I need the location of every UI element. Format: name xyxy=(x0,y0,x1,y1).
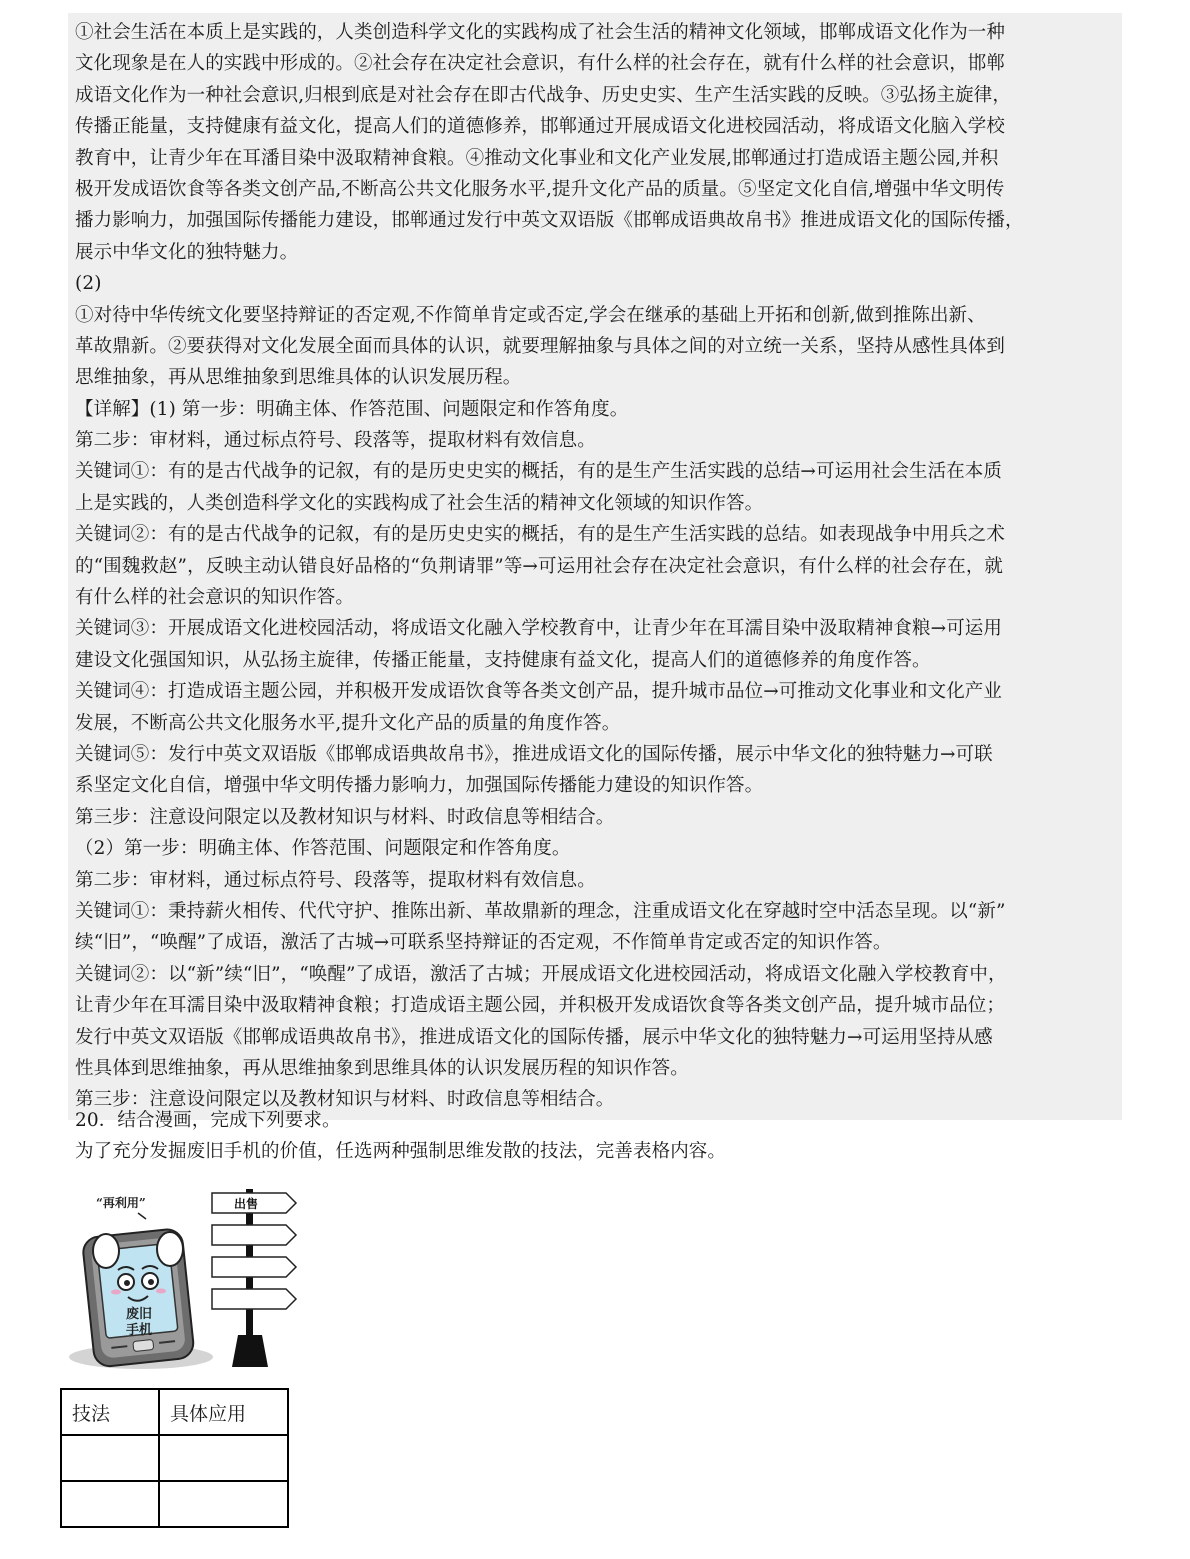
text-line: 第二步：审材料，通过标点符号、段落等，提取材料有效信息。 xyxy=(75,430,596,452)
table-cell-method[interactable] xyxy=(61,1435,159,1481)
methods-table xyxy=(60,1388,289,1528)
table-row xyxy=(61,1481,288,1527)
text-line: 关键词⑤：发行中英文双语版《邯郸成语典故帛书》，推进成语文化的国际传播，展示中华文化的独特魅力→可联 xyxy=(75,743,993,765)
text-line: 让青少年在耳濡目染中汲取精神食粮；打造成语主题公园，并积极开发成语饮食等各类文创产品，提升城市品位； xyxy=(75,995,1006,1017)
table-header-row xyxy=(61,1389,288,1435)
text-line: 第二步：审材料，通过标点符号、段落等，提取材料有效信息。 xyxy=(75,869,596,891)
table-cell-method[interactable] xyxy=(61,1481,159,1527)
header-method: 技法 xyxy=(61,1389,159,1435)
text-line: 发行中英文双语版《邯郸成语典故帛书》，推进成语文化的国际传播，展示中华文化的独特魅力→可运用坚持从感 xyxy=(75,1026,993,1048)
cartoon-illustration xyxy=(66,1185,306,1375)
cartoon-old-phone-signpost xyxy=(66,1185,306,1375)
table-cell-application[interactable] xyxy=(159,1435,288,1481)
text-line: 思维抽象，再从思维抽象到思维具体的认识发展历程。 xyxy=(75,367,522,389)
text-line: 续“旧”，“唤醒”了成语，激活了古城→可联系坚持辩证的否定观，不作简单肯定或否定的知识作答。 xyxy=(75,932,892,954)
answer-explanation-block xyxy=(68,13,1122,1120)
text-line: 关键词③：开展成语文化进校园活动，将成语文化融入学校教育中，让青少年在耳濡目染中汲取精神食粮→可运用 xyxy=(75,618,1003,640)
text-line: 系坚定文化自信，增强中华文明传播力影响力，加强国际传播能力建设的知识作答。 xyxy=(75,775,764,797)
text-line: 关键词②：以“新”续“旧”，“唤醒”了成语，激活了古城；开展成语文化进校园活动，将成语文化融入学校教育中， xyxy=(75,963,1007,985)
text-line: 上是实践的，人类创造科学文化的实践构成了社会生活的精神文化领域的知识作答。 xyxy=(75,492,764,514)
table-row xyxy=(61,1435,288,1481)
header-application: 具体应用 xyxy=(159,1389,288,1435)
text-line: （2）第一步：明确主体、作答范围、问题限定和作答角度。 xyxy=(75,838,571,860)
text-line: ①对待中华传统文化要坚持辩证的否定观,不作简单肯定或否定,学会在继承的基础上开拓和创新,做到推陈出新、 xyxy=(75,304,986,326)
svg-text:废旧: 废旧 xyxy=(126,1307,153,1322)
svg-text:手机: 手机 xyxy=(126,1323,153,1338)
text-line: 革故鼎新。②要获得对文化发展全面而具体的认识，就要理解抽象与具体之间的对立统一关系，坚持从感性具体到 xyxy=(75,335,1006,357)
text-line: 关键词④：打造成语主题公园，并积极开发成语饮食等各类文创产品，提升城市品位→可推动文化事业和文化产业 xyxy=(75,681,1003,703)
text-line: 关键词②：有的是古代战争的记叙，有的是历史史实的概括，有的是生产生活实践的总结。如表现战争中用兵之术 xyxy=(75,524,1006,546)
question-20 xyxy=(75,1105,1135,1168)
text-line: 关键词①：有的是古代战争的记叙，有的是历史史实的概括，有的是生产生活实践的总结→可运用社会生活在本质 xyxy=(75,461,1003,483)
svg-text:“再利用”: “再利用” xyxy=(96,1196,146,1210)
text-line: 播力影响力，加强国际传播能力建设，邯郸通过发行中英文双语版《邯郸成语典故帛书》推进成语文化的国际传播， xyxy=(75,210,1024,232)
text-line: 传播正能量，支持健康有益文化，提高人们的道德修养，邯郸通过开展成语文化进校园活动，将成语文化脑入学校 xyxy=(75,116,1006,138)
sub-question-label: (2) xyxy=(75,273,102,295)
text-line: 建设文化强国知识，从弘扬主旋律，传播正能量，支持健康有益文化，提高人们的道德修养的角度作答。 xyxy=(75,649,931,671)
text-line: ①社会生活在本质上是实践的，人类创造科学文化的实践构成了社会生活的精神文化领域，邯郸成语文化作为一种 xyxy=(75,22,1006,43)
text-line: 教育中，让青少年在耳潘目染中汲取精神食粮。④推动文化事业和文化产业发展,邯郸通过打造成语主题公园,并积 xyxy=(75,147,999,169)
text-line: 性具体到思维抽象，再从思维抽象到思维具体的认识发展历程的知识作答。 xyxy=(75,1057,689,1079)
text-line: 关键词①：秉持薪火相传、代代守护、推陈出新、革故鼎新的理念，注重成语文化在穿越时空中活态呈现。以“新” xyxy=(75,900,1006,922)
text-line: 文化现象是在人的实践中形成的。②社会存在决定社会意识，有什么样的社会存在，就有什么样的社会意识，邯郸 xyxy=(75,53,1006,75)
text-line: 发展，不断高公共文化服务水平,提升文化产品的质量的角度作答。 xyxy=(75,712,621,734)
question-prompt: 为了充分发掘废旧手机的价值，任选两种强制思维发散的技法，完善表格内容。 xyxy=(75,1141,727,1163)
text-line: 成语文化作为一种社会意识,归根到底是对社会存在即古代战争、历史史实、生产生活实践的反映。③弘扬主旋律， xyxy=(75,84,1011,106)
question-title: 20．结合漫画，完成下列要求。 xyxy=(75,1110,341,1131)
text-line: 第三步：注意设问限定以及教材知识与材料、时政信息等相结合。 xyxy=(75,806,615,828)
text-line: 的“围魏救赵”，反映主动认错良好品格的“负荆请罪”等→可运用社会存在决定社会意识，有什么样的社会存在，就 xyxy=(75,555,1004,577)
table-cell-application[interactable] xyxy=(159,1481,288,1527)
text-line: 第三步：注意设问限定以及教材知识与材料、时政信息等相结合。 xyxy=(75,1089,615,1111)
text-line: 极开发成语饮食等各类文创产品,不断高公共文化服务水平,提升文化产品的质量。⑤坚定文化自信,增强中华文明传 xyxy=(75,178,1005,200)
svg-text:出售: 出售 xyxy=(234,1197,259,1211)
text-line: 展示中华文化的独特魅力。 xyxy=(75,241,299,263)
explanation-heading: 【详解】(1) 第一步：明确主体、作答范围、问题限定和作答角度。 xyxy=(75,398,629,420)
text-line: 有什么样的社会意识的知识作答。 xyxy=(75,587,355,609)
